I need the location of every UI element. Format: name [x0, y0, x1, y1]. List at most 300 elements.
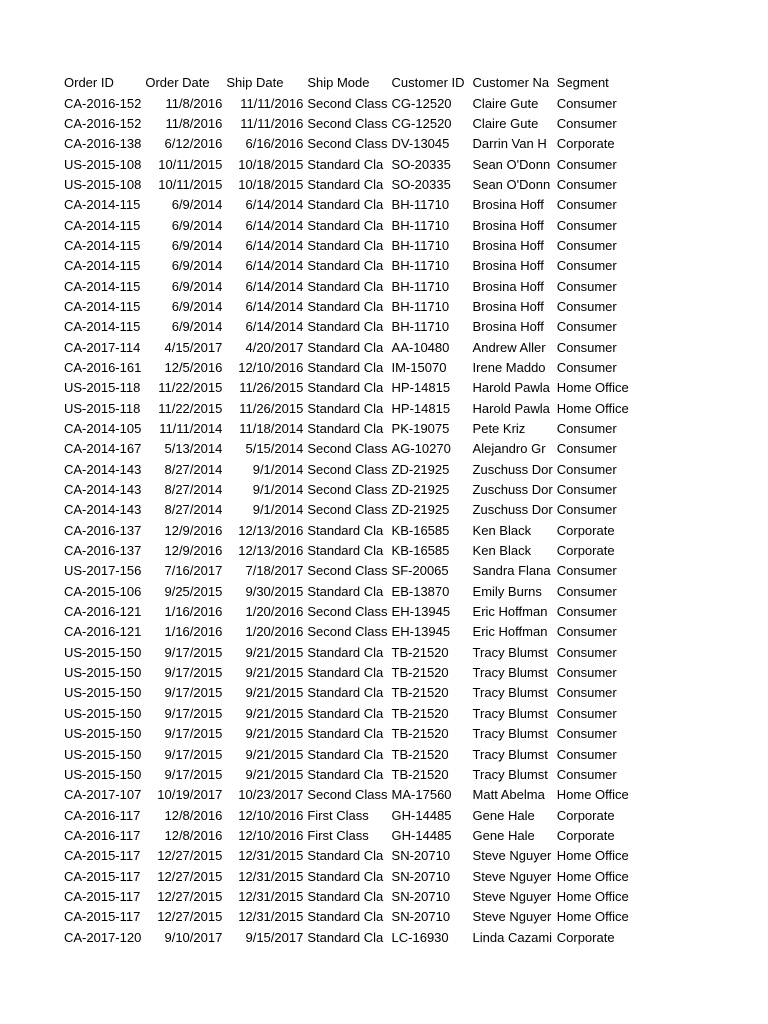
- customer-id-cell[interactable]: SF-20065: [391, 563, 449, 579]
- order-date-cell[interactable]: 12/27/2015: [157, 868, 223, 884]
- ship-mode-cell[interactable]: Second Class: [307, 604, 388, 620]
- ship-date-cell[interactable]: 1/20/2016: [245, 604, 304, 620]
- ship-date-cell[interactable]: 12/10/2016: [238, 827, 304, 843]
- segment-cell[interactable]: Home Office: [556, 787, 629, 803]
- ship-date-cell[interactable]: 9/21/2015: [245, 685, 304, 701]
- order-date-cell[interactable]: 9/10/2017: [164, 929, 223, 945]
- ship-date-cell[interactable]: 6/14/2014: [245, 217, 304, 233]
- order-id-cell[interactable]: CA-2016-137: [64, 522, 142, 538]
- customer-name-cell[interactable]: Andrew Aller: [472, 339, 546, 355]
- customer-name-cell[interactable]: Matt Abelma: [472, 787, 545, 803]
- customer-name-cell[interactable]: Brosina Hoff: [472, 237, 544, 253]
- customer-name-cell[interactable]: Tracy Blumst: [472, 644, 548, 660]
- order-date-cell[interactable]: 9/17/2015: [164, 705, 223, 721]
- segment-cell[interactable]: Consumer: [556, 461, 617, 477]
- customer-id-cell[interactable]: TB-21520: [391, 746, 449, 762]
- ship-date-cell[interactable]: 4/20/2017: [245, 339, 304, 355]
- customer-name-cell[interactable]: Brosina Hoff: [472, 319, 544, 335]
- order-id-cell[interactable]: CA-2016-161: [64, 359, 142, 375]
- order-id-cell[interactable]: CA-2017-107: [64, 787, 142, 803]
- ship-mode-cell[interactable]: Standard Cla: [307, 583, 384, 599]
- customer-name-cell[interactable]: Tracy Blumst: [472, 685, 548, 701]
- segment-cell[interactable]: Corporate: [556, 136, 615, 152]
- segment-cell[interactable]: Consumer: [556, 441, 617, 457]
- ship-mode-cell[interactable]: Second Class: [307, 461, 388, 477]
- order-id-cell[interactable]: CA-2015-117: [64, 848, 141, 864]
- segment-cell[interactable]: Consumer: [556, 278, 617, 294]
- ship-date-cell[interactable]: 9/21/2015: [245, 644, 304, 660]
- order-date-cell[interactable]: 9/17/2015: [164, 665, 223, 681]
- header-order-date[interactable]: Order Date: [145, 75, 210, 91]
- order-date-cell[interactable]: 6/9/2014: [171, 197, 223, 213]
- customer-id-cell[interactable]: BH-11710: [391, 258, 450, 274]
- segment-cell[interactable]: Consumer: [556, 685, 617, 701]
- order-date-cell[interactable]: 12/8/2016: [164, 807, 223, 823]
- order-date-cell[interactable]: 10/11/2015: [158, 156, 223, 172]
- order-id-cell[interactable]: US-2017-156: [64, 563, 142, 579]
- ship-date-cell[interactable]: 9/21/2015: [245, 746, 304, 762]
- order-id-cell[interactable]: CA-2014-115: [64, 197, 141, 213]
- order-id-cell[interactable]: US-2015-150: [64, 685, 142, 701]
- segment-cell[interactable]: Consumer: [556, 604, 617, 620]
- order-date-cell[interactable]: 1/16/2016: [164, 624, 223, 640]
- order-id-cell[interactable]: CA-2016-152: [64, 95, 142, 111]
- segment-cell[interactable]: Consumer: [556, 644, 617, 660]
- segment-cell[interactable]: Consumer: [556, 115, 617, 131]
- ship-mode-cell[interactable]: Second Class: [307, 502, 388, 518]
- order-id-cell[interactable]: CA-2016-117: [64, 827, 141, 843]
- order-id-cell[interactable]: CA-2014-115: [64, 258, 141, 274]
- ship-date-cell[interactable]: 9/15/2017: [245, 929, 304, 945]
- segment-cell[interactable]: Consumer: [556, 705, 617, 721]
- ship-mode-cell[interactable]: Standard Cla: [307, 848, 384, 864]
- order-date-cell[interactable]: 12/27/2015: [157, 888, 223, 904]
- ship-date-cell[interactable]: 11/11/2016: [240, 95, 304, 111]
- ship-date-cell[interactable]: 10/18/2015: [238, 156, 304, 172]
- ship-mode-cell[interactable]: Standard Cla: [307, 278, 384, 294]
- customer-name-cell[interactable]: Claire Gute: [472, 95, 539, 111]
- segment-cell[interactable]: Consumer: [556, 502, 617, 518]
- ship-mode-cell[interactable]: Second Class: [307, 136, 388, 152]
- segment-cell[interactable]: Consumer: [556, 563, 617, 579]
- header-ship-mode[interactable]: Ship Mode: [307, 75, 370, 91]
- segment-cell[interactable]: Consumer: [556, 298, 617, 314]
- segment-cell[interactable]: Consumer: [556, 197, 617, 213]
- segment-cell[interactable]: Home Office: [556, 380, 629, 396]
- segment-cell[interactable]: Corporate: [556, 543, 615, 559]
- customer-name-cell[interactable]: Ken Black: [472, 543, 532, 559]
- customer-name-cell[interactable]: Steve Nguyer: [472, 868, 552, 884]
- customer-id-cell[interactable]: BH-11710: [391, 278, 450, 294]
- ship-date-cell[interactable]: 10/18/2015: [238, 176, 304, 192]
- customer-id-cell[interactable]: TB-21520: [391, 705, 449, 721]
- order-id-cell[interactable]: CA-2014-115: [64, 237, 141, 253]
- segment-cell[interactable]: Consumer: [556, 482, 617, 498]
- segment-cell[interactable]: Home Office: [556, 848, 629, 864]
- customer-name-cell[interactable]: Steve Nguyer: [472, 848, 552, 864]
- segment-cell[interactable]: Consumer: [556, 624, 617, 640]
- order-id-cell[interactable]: CA-2016-117: [64, 807, 141, 823]
- ship-mode-cell[interactable]: Second Class: [307, 115, 388, 131]
- customer-name-cell[interactable]: Sandra Flana: [472, 563, 551, 579]
- order-date-cell[interactable]: 9/17/2015: [164, 644, 223, 660]
- segment-cell[interactable]: Consumer: [556, 217, 617, 233]
- customer-name-cell[interactable]: Brosina Hoff: [472, 197, 544, 213]
- ship-mode-cell[interactable]: First Class: [307, 807, 369, 823]
- segment-cell[interactable]: Consumer: [556, 665, 617, 681]
- segment-cell[interactable]: Consumer: [556, 339, 617, 355]
- customer-name-cell[interactable]: Brosina Hoff: [472, 278, 544, 294]
- ship-date-cell[interactable]: 6/14/2014: [245, 237, 304, 253]
- order-id-cell[interactable]: US-2015-150: [64, 705, 142, 721]
- ship-mode-cell[interactable]: Standard Cla: [307, 359, 384, 375]
- order-id-cell[interactable]: US-2015-118: [64, 400, 141, 416]
- customer-id-cell[interactable]: PK-19075: [391, 421, 450, 437]
- ship-date-cell[interactable]: 6/14/2014: [245, 258, 304, 274]
- header-ship-date[interactable]: Ship Date: [226, 75, 284, 91]
- customer-id-cell[interactable]: AA-10480: [391, 339, 450, 355]
- customer-id-cell[interactable]: CG-12520: [391, 95, 452, 111]
- customer-name-cell[interactable]: Eric Hoffman: [472, 624, 548, 640]
- customer-id-cell[interactable]: BH-11710: [391, 237, 450, 253]
- order-id-cell[interactable]: CA-2015-117: [64, 868, 141, 884]
- order-id-cell[interactable]: US-2015-118: [64, 380, 141, 396]
- ship-mode-cell[interactable]: Standard Cla: [307, 400, 384, 416]
- customer-id-cell[interactable]: ZD-21925: [391, 482, 450, 498]
- ship-mode-cell[interactable]: Second Class: [307, 787, 388, 803]
- customer-id-cell[interactable]: KB-16585: [391, 543, 450, 559]
- customer-id-cell[interactable]: SO-20335: [391, 176, 451, 192]
- order-date-cell[interactable]: 12/27/2015: [157, 848, 223, 864]
- ship-date-cell[interactable]: 12/31/2015: [238, 868, 304, 884]
- order-id-cell[interactable]: CA-2016-137: [64, 543, 142, 559]
- ship-mode-cell[interactable]: Standard Cla: [307, 929, 384, 945]
- order-id-cell[interactable]: CA-2015-117: [64, 909, 141, 925]
- customer-name-cell[interactable]: Brosina Hoff: [472, 298, 544, 314]
- segment-cell[interactable]: Consumer: [556, 258, 617, 274]
- ship-mode-cell[interactable]: Standard Cla: [307, 746, 384, 762]
- customer-id-cell[interactable]: SN-20710: [391, 888, 451, 904]
- ship-date-cell[interactable]: 10/23/2017: [238, 787, 304, 803]
- order-id-cell[interactable]: CA-2015-117: [64, 888, 141, 904]
- order-id-cell[interactable]: CA-2015-106: [64, 583, 142, 599]
- order-date-cell[interactable]: 4/15/2017: [164, 339, 223, 355]
- order-id-cell[interactable]: US-2015-150: [64, 726, 142, 742]
- customer-id-cell[interactable]: KB-16585: [391, 522, 450, 538]
- customer-id-cell[interactable]: BH-11710: [391, 197, 450, 213]
- order-date-cell[interactable]: 9/17/2015: [164, 746, 223, 762]
- ship-date-cell[interactable]: 6/14/2014: [245, 298, 304, 314]
- customer-id-cell[interactable]: MA-17560: [391, 787, 452, 803]
- customer-id-cell[interactable]: TB-21520: [391, 766, 449, 782]
- customer-name-cell[interactable]: Steve Nguyer: [472, 909, 552, 925]
- order-id-cell[interactable]: CA-2014-115: [64, 319, 141, 335]
- ship-mode-cell[interactable]: Standard Cla: [307, 685, 384, 701]
- customer-name-cell[interactable]: Pete Kriz: [472, 421, 526, 437]
- order-id-cell[interactable]: US-2015-108: [64, 176, 142, 192]
- segment-cell[interactable]: Consumer: [556, 237, 617, 253]
- ship-date-cell[interactable]: 11/26/2015: [239, 400, 304, 416]
- order-date-cell[interactable]: 11/22/2015: [158, 380, 223, 396]
- ship-date-cell[interactable]: 1/20/2016: [245, 624, 304, 640]
- customer-id-cell[interactable]: HP-14815: [391, 400, 451, 416]
- customer-id-cell[interactable]: SN-20710: [391, 868, 451, 884]
- order-date-cell[interactable]: 12/5/2016: [164, 359, 223, 375]
- order-date-cell[interactable]: 10/19/2017: [157, 787, 223, 803]
- ship-date-cell[interactable]: 6/14/2014: [245, 197, 304, 213]
- order-date-cell[interactable]: 9/25/2015: [164, 583, 223, 599]
- order-date-cell[interactable]: 9/17/2015: [164, 726, 223, 742]
- customer-name-cell[interactable]: Alejandro Gr: [472, 441, 546, 457]
- ship-mode-cell[interactable]: Standard Cla: [307, 644, 384, 660]
- order-date-cell[interactable]: 12/8/2016: [164, 827, 223, 843]
- ship-mode-cell[interactable]: Second Class: [307, 95, 388, 111]
- customer-id-cell[interactable]: CG-12520: [391, 115, 452, 131]
- ship-date-cell[interactable]: 9/21/2015: [245, 665, 304, 681]
- ship-mode-cell[interactable]: Standard Cla: [307, 705, 384, 721]
- order-date-cell[interactable]: 11/8/2016: [165, 95, 223, 111]
- segment-cell[interactable]: Consumer: [556, 319, 617, 335]
- ship-date-cell[interactable]: 9/21/2015: [245, 726, 304, 742]
- ship-date-cell[interactable]: 11/18/2014: [239, 421, 304, 437]
- customer-name-cell[interactable]: Tracy Blumst: [472, 705, 548, 721]
- customer-name-cell[interactable]: Gene Hale: [472, 807, 535, 823]
- ship-mode-cell[interactable]: First Class: [307, 827, 369, 843]
- customer-name-cell[interactable]: Brosina Hoff: [472, 258, 544, 274]
- order-date-cell[interactable]: 12/9/2016: [164, 543, 223, 559]
- segment-cell[interactable]: Home Office: [556, 400, 629, 416]
- customer-name-cell[interactable]: Eric Hoffman: [472, 604, 548, 620]
- order-id-cell[interactable]: CA-2014-115: [64, 217, 141, 233]
- ship-mode-cell[interactable]: Standard Cla: [307, 868, 384, 884]
- customer-name-cell[interactable]: Harold Pawla: [472, 400, 550, 416]
- customer-name-cell[interactable]: Tracy Blumst: [472, 665, 548, 681]
- segment-cell[interactable]: Corporate: [556, 827, 615, 843]
- customer-name-cell[interactable]: Darrin Van H: [472, 136, 547, 152]
- customer-name-cell[interactable]: Gene Hale: [472, 827, 535, 843]
- ship-mode-cell[interactable]: Standard Cla: [307, 319, 384, 335]
- ship-date-cell[interactable]: 12/13/2016: [238, 522, 304, 538]
- ship-date-cell[interactable]: 6/14/2014: [245, 278, 304, 294]
- order-id-cell[interactable]: CA-2014-143: [64, 482, 142, 498]
- order-date-cell[interactable]: 9/17/2015: [164, 766, 223, 782]
- ship-mode-cell[interactable]: Second Class: [307, 441, 388, 457]
- customer-id-cell[interactable]: SN-20710: [391, 909, 451, 925]
- segment-cell[interactable]: Consumer: [556, 421, 617, 437]
- order-id-cell[interactable]: US-2015-150: [64, 665, 142, 681]
- order-date-cell[interactable]: 9/17/2015: [164, 685, 223, 701]
- customer-id-cell[interactable]: IM-15070: [391, 359, 447, 375]
- customer-name-cell[interactable]: Zuschuss Dor: [472, 461, 553, 477]
- customer-id-cell[interactable]: TB-21520: [391, 665, 449, 681]
- customer-id-cell[interactable]: BH-11710: [391, 298, 450, 314]
- ship-date-cell[interactable]: 6/16/2016: [245, 136, 304, 152]
- customer-id-cell[interactable]: EH-13945: [391, 604, 451, 620]
- ship-date-cell[interactable]: 9/1/2014: [252, 502, 304, 518]
- ship-mode-cell[interactable]: Standard Cla: [307, 156, 384, 172]
- customer-name-cell[interactable]: Emily Burns: [472, 583, 542, 599]
- ship-date-cell[interactable]: 12/31/2015: [238, 848, 304, 864]
- ship-date-cell[interactable]: 12/10/2016: [238, 359, 304, 375]
- customer-name-cell[interactable]: Irene Maddo: [472, 359, 546, 375]
- header-customer-name[interactable]: Customer Na: [472, 75, 550, 91]
- order-id-cell[interactable]: CA-2016-152: [64, 115, 142, 131]
- ship-date-cell[interactable]: 12/10/2016: [238, 807, 304, 823]
- ship-mode-cell[interactable]: Standard Cla: [307, 339, 384, 355]
- ship-date-cell[interactable]: 12/13/2016: [238, 543, 304, 559]
- customer-id-cell[interactable]: GH-14485: [391, 827, 452, 843]
- customer-id-cell[interactable]: TB-21520: [391, 726, 449, 742]
- segment-cell[interactable]: Consumer: [556, 156, 617, 172]
- order-date-cell[interactable]: 10/11/2015: [158, 176, 223, 192]
- ship-mode-cell[interactable]: Standard Cla: [307, 258, 384, 274]
- ship-mode-cell[interactable]: Second Class: [307, 482, 388, 498]
- customer-name-cell[interactable]: Claire Gute: [472, 115, 539, 131]
- customer-name-cell[interactable]: Tracy Blumst: [472, 726, 548, 742]
- segment-cell[interactable]: Corporate: [556, 522, 615, 538]
- order-date-cell[interactable]: 5/13/2014: [164, 441, 223, 457]
- ship-date-cell[interactable]: 12/31/2015: [238, 909, 304, 925]
- ship-date-cell[interactable]: 11/11/2016: [240, 115, 304, 131]
- order-date-cell[interactable]: 6/9/2014: [171, 237, 223, 253]
- segment-cell[interactable]: Home Office: [556, 888, 629, 904]
- order-date-cell[interactable]: 12/27/2015: [157, 909, 223, 925]
- ship-date-cell[interactable]: 12/31/2015: [238, 888, 304, 904]
- order-id-cell[interactable]: CA-2014-143: [64, 502, 142, 518]
- ship-mode-cell[interactable]: Standard Cla: [307, 665, 384, 681]
- ship-date-cell[interactable]: 9/30/2015: [245, 583, 304, 599]
- customer-id-cell[interactable]: EH-13945: [391, 624, 451, 640]
- order-id-cell[interactable]: CA-2014-167: [64, 441, 142, 457]
- order-date-cell[interactable]: 6/12/2016: [164, 136, 223, 152]
- customer-id-cell[interactable]: SN-20710: [391, 848, 451, 864]
- ship-date-cell[interactable]: 5/15/2014: [245, 441, 304, 457]
- customer-name-cell[interactable]: Linda Cazami: [472, 929, 553, 945]
- header-order-id[interactable]: Order ID: [64, 75, 114, 91]
- order-date-cell[interactable]: 11/11/2014: [159, 421, 223, 437]
- customer-id-cell[interactable]: HP-14815: [391, 380, 451, 396]
- ship-mode-cell[interactable]: Standard Cla: [307, 421, 384, 437]
- ship-mode-cell[interactable]: Standard Cla: [307, 217, 384, 233]
- ship-date-cell[interactable]: 9/21/2015: [245, 766, 304, 782]
- order-date-cell[interactable]: 11/8/2016: [165, 115, 223, 131]
- customer-name-cell[interactable]: Sean O'Donn: [472, 176, 551, 192]
- customer-id-cell[interactable]: AG-10270: [391, 441, 451, 457]
- segment-cell[interactable]: Consumer: [556, 766, 617, 782]
- ship-mode-cell[interactable]: Standard Cla: [307, 909, 384, 925]
- order-date-cell[interactable]: 6/9/2014: [171, 258, 223, 274]
- order-date-cell[interactable]: 7/16/2017: [164, 563, 223, 579]
- ship-mode-cell[interactable]: Standard Cla: [307, 380, 384, 396]
- segment-cell[interactable]: Consumer: [556, 95, 617, 111]
- ship-mode-cell[interactable]: Second Class: [307, 563, 388, 579]
- customer-id-cell[interactable]: LC-16930: [391, 929, 449, 945]
- customer-name-cell[interactable]: Zuschuss Dor: [472, 502, 553, 518]
- segment-cell[interactable]: Consumer: [556, 726, 617, 742]
- customer-name-cell[interactable]: Tracy Blumst: [472, 746, 548, 762]
- customer-id-cell[interactable]: DV-13045: [391, 136, 450, 152]
- ship-mode-cell[interactable]: Standard Cla: [307, 522, 384, 538]
- order-id-cell[interactable]: US-2015-150: [64, 644, 142, 660]
- order-date-cell[interactable]: 6/9/2014: [171, 217, 223, 233]
- ship-mode-cell[interactable]: Standard Cla: [307, 176, 384, 192]
- order-date-cell[interactable]: 1/16/2016: [164, 604, 223, 620]
- order-date-cell[interactable]: 6/9/2014: [171, 298, 223, 314]
- customer-id-cell[interactable]: EB-13870: [391, 583, 450, 599]
- ship-date-cell[interactable]: 9/1/2014: [252, 461, 304, 477]
- ship-mode-cell[interactable]: Second Class: [307, 624, 388, 640]
- order-id-cell[interactable]: CA-2016-121: [64, 604, 142, 620]
- order-id-cell[interactable]: CA-2014-143: [64, 461, 142, 477]
- order-date-cell[interactable]: 8/27/2014: [164, 482, 223, 498]
- segment-cell[interactable]: Consumer: [556, 176, 617, 192]
- ship-date-cell[interactable]: 9/1/2014: [252, 482, 304, 498]
- ship-date-cell[interactable]: 9/21/2015: [245, 705, 304, 721]
- ship-mode-cell[interactable]: Standard Cla: [307, 197, 384, 213]
- order-id-cell[interactable]: CA-2016-121: [64, 624, 142, 640]
- customer-id-cell[interactable]: SO-20335: [391, 156, 451, 172]
- ship-mode-cell[interactable]: Standard Cla: [307, 766, 384, 782]
- segment-cell[interactable]: Home Office: [556, 868, 629, 884]
- order-id-cell[interactable]: CA-2014-105: [64, 421, 142, 437]
- customer-name-cell[interactable]: Harold Pawla: [472, 380, 550, 396]
- order-id-cell[interactable]: US-2015-108: [64, 156, 142, 172]
- segment-cell[interactable]: Consumer: [556, 583, 617, 599]
- segment-cell[interactable]: Corporate: [556, 807, 615, 823]
- order-id-cell[interactable]: CA-2016-138: [64, 136, 142, 152]
- customer-id-cell[interactable]: BH-11710: [391, 319, 450, 335]
- ship-date-cell[interactable]: 11/26/2015: [239, 380, 304, 396]
- ship-mode-cell[interactable]: Standard Cla: [307, 543, 384, 559]
- customer-name-cell[interactable]: Brosina Hoff: [472, 217, 544, 233]
- ship-date-cell[interactable]: 7/18/2017: [245, 563, 304, 579]
- order-date-cell[interactable]: 8/27/2014: [164, 461, 223, 477]
- ship-mode-cell[interactable]: Standard Cla: [307, 298, 384, 314]
- ship-date-cell[interactable]: 6/14/2014: [245, 319, 304, 335]
- segment-cell[interactable]: Corporate: [556, 929, 615, 945]
- customer-id-cell[interactable]: ZD-21925: [391, 502, 450, 518]
- segment-cell[interactable]: Home Office: [556, 909, 629, 925]
- order-id-cell[interactable]: US-2015-150: [64, 746, 142, 762]
- customer-id-cell[interactable]: TB-21520: [391, 685, 449, 701]
- order-id-cell[interactable]: CA-2014-115: [64, 278, 141, 294]
- order-id-cell[interactable]: CA-2017-120: [64, 929, 142, 945]
- segment-cell[interactable]: Consumer: [556, 359, 617, 375]
- order-id-cell[interactable]: US-2015-150: [64, 766, 142, 782]
- customer-id-cell[interactable]: ZD-21925: [391, 461, 450, 477]
- ship-mode-cell[interactable]: Standard Cla: [307, 888, 384, 904]
- customer-name-cell[interactable]: Sean O'Donn: [472, 156, 551, 172]
- order-date-cell[interactable]: 8/27/2014: [164, 502, 223, 518]
- order-date-cell[interactable]: 6/9/2014: [171, 319, 223, 335]
- segment-cell[interactable]: Consumer: [556, 746, 617, 762]
- customer-name-cell[interactable]: Tracy Blumst: [472, 766, 548, 782]
- ship-mode-cell[interactable]: Standard Cla: [307, 237, 384, 253]
- customer-id-cell[interactable]: GH-14485: [391, 807, 452, 823]
- header-customer-id[interactable]: Customer ID: [391, 75, 465, 91]
- order-date-cell[interactable]: 11/22/2015: [158, 400, 223, 416]
- order-id-cell[interactable]: CA-2014-115: [64, 298, 141, 314]
- order-date-cell[interactable]: 6/9/2014: [171, 278, 223, 294]
- ship-mode-cell[interactable]: Standard Cla: [307, 726, 384, 742]
- customer-name-cell[interactable]: Zuschuss Dor: [472, 482, 553, 498]
- customer-name-cell[interactable]: Ken Black: [472, 522, 532, 538]
- customer-id-cell[interactable]: BH-11710: [391, 217, 450, 233]
- customer-id-cell[interactable]: TB-21520: [391, 644, 449, 660]
- order-date-cell[interactable]: 12/9/2016: [164, 522, 223, 538]
- order-id-cell[interactable]: CA-2017-114: [64, 339, 141, 355]
- customer-name-cell[interactable]: Steve Nguyer: [472, 888, 552, 904]
